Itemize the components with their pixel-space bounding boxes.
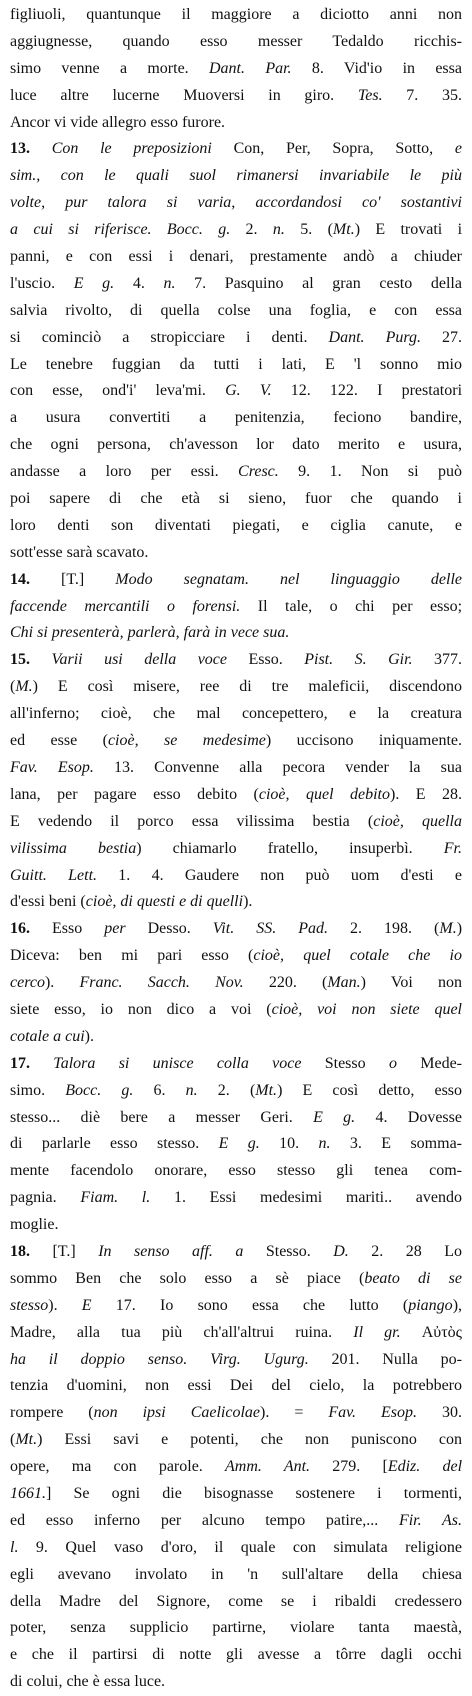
section-number: 14. [10,570,30,588]
text-run: 4. Dovesse [355,1108,462,1126]
italic-text: cotale a cui [10,1027,85,1045]
text-run: salvia rivolto, di quella colse una foglia, e con essa [10,301,462,319]
text-run: [T.] [30,570,116,588]
italic-text: cioè, quel debito [258,785,390,803]
text-run: ), [452,1296,462,1314]
text-run: ( [10,678,16,696]
text-line [10,352,462,379]
text-line [10,1320,462,1347]
text-run: 377. [412,651,462,669]
italic-text: Dant. Purg. [328,328,421,346]
text-line [10,1347,462,1374]
section-number: 16. [10,920,30,938]
text-line [10,1185,462,1212]
italic-text: n. [272,221,285,239]
text-line [10,29,462,56]
text-run: 27. [420,328,462,346]
text-line [10,83,462,110]
section-number: 17. [10,1054,30,1072]
text-line [10,701,462,728]
text-line [10,1024,462,1051]
text-line [10,459,462,486]
italic-text: Guitt. Lett. [10,866,98,884]
italic-text: Tes. [357,86,383,104]
text-run: ed esse ( [10,732,108,750]
text-line [10,1266,462,1293]
text-line [10,620,462,647]
text-line [10,190,462,217]
text-run: tenzia d'uomini, non essi Dei del cielo, la potrebbero [10,1377,462,1395]
text-line [10,136,462,163]
text-run: [T.] [30,1242,99,1260]
text-run: Esso. [227,651,305,669]
italic-text: Amm. Ant. [225,1458,311,1476]
text-run: 1. Essi medesimi mariti.. avendo [150,1189,462,1207]
italic-text: stesso [10,1296,49,1314]
text-run: 12. 122. I prestatori [271,382,462,400]
text-run: poi sapere di che età si sieno, fuor che quando i [10,490,462,508]
text-line [10,1051,462,1078]
text-run: ). = [260,1404,329,1422]
text-run: Diceva: ben mi pari esso ( [10,947,254,965]
text-line [10,1562,462,1589]
text-run: ). [44,974,80,992]
text-line [10,540,462,567]
text-run: panni, e con essi i denari, prestamente andò a chiuder [10,248,462,266]
text-line [10,244,462,271]
italic-text: M. [15,678,33,696]
text-run: 30. [417,1404,462,1422]
italic-text: vilissima bestia [10,839,137,857]
text-run: l'uscio. [10,274,74,292]
italic-text: Man. [327,974,361,992]
text-run: sott'esse sarà scavato. [10,543,149,561]
text-run: moglie. [10,1216,59,1234]
text-run: ). [243,893,253,911]
text-run: opere, ma con parole. [10,1458,226,1476]
italic-text: o [388,1054,397,1072]
text-run: ) [456,920,462,938]
italic-text: faccende mercantili o forensi. [10,597,241,615]
italic-text: E g. [218,1135,260,1153]
text-run: egli avevano involato in 'n sull'altare della chiesa [10,1565,462,1583]
text-run [30,140,52,157]
italic-text: Varii usi della voce [51,651,228,669]
text-line [10,56,462,83]
text-run: Stesso [301,1054,389,1072]
text-line [10,432,462,459]
text-line [10,217,462,244]
text-line [10,567,462,594]
text-run: 4. [114,274,164,292]
text-run: ) Voi non [360,974,462,992]
text-run: 279. [ [310,1458,388,1476]
section-number: 13. [10,140,30,158]
italic-text: cerco [10,974,45,992]
text-run: ( [10,1431,16,1449]
text-run: di parlarle esso stesso. [10,1135,219,1153]
text-run: ) E così misere, ree di tre maleficii, discendono [32,678,462,696]
text-run: 3. E somma- [330,1135,462,1153]
text-line [10,163,462,190]
text-run: ] Se ogni die bisognasse sostenere i tormenti, [46,1484,462,1502]
italic-text: E g. [73,274,115,292]
italic-text: In senso aff. a [98,1242,244,1260]
text-line [10,1508,462,1535]
text-line [10,378,462,405]
text-run: che ogni persona, ch'avesson lor dato merito e usura, [10,436,462,454]
text-line [10,863,462,890]
italic-text: M. [439,920,457,938]
text-run: 2. [230,221,273,239]
text-run: ). E 28. [389,785,462,803]
text-run: d'essi beni ( [10,893,86,911]
italic-text: sim., con le quali suol rimanersi invariabile le più [10,167,462,185]
text-run: 6. [133,1081,186,1099]
text-run: stesso... diè bere a messer Geri. [10,1108,314,1126]
text-line [10,728,462,755]
italic-text: Dant. Par. [209,59,292,77]
text-run: 10. [259,1135,319,1153]
text-line [10,486,462,513]
text-run: ) E trovati i [354,221,462,239]
italic-text: cioè, quella [373,812,462,830]
text-line [10,271,462,298]
text-run [30,1055,53,1072]
text-run: con esse, ond'i' leva'mi. [10,382,226,400]
text-line [10,1642,462,1669]
text-run [30,651,51,668]
text-line [10,1373,462,1400]
text-run: ) chiamarlo fratello, insuperbì. [136,839,444,857]
italic-text: G. V. [225,382,272,400]
text-run: loro denti son diventati piegati, e ciglia canute, e [10,516,462,534]
text-line [10,1105,462,1132]
section-number: 18. [10,1242,30,1260]
text-line [10,1212,462,1239]
italic-text: Chi si presenterà, parlerà, farà in vece sua. [10,624,290,642]
text-line [10,997,462,1024]
text-line [10,513,462,540]
text-line [10,1078,462,1105]
italic-text: Talora si unisce colla voce [53,1054,302,1072]
text-line [10,809,462,836]
text-line [10,2,462,29]
text-line [10,1535,462,1562]
text-run: aggiugnesse, quando esso messer Tedaldo ricchis- [10,32,462,50]
text-run: e che il partirsi di notte gli avesse a tôrre dagli occhi [10,1646,462,1664]
italic-text: Ediz. del [387,1458,462,1476]
text-line [10,1454,462,1481]
text-run: a usura convertiti a penitenzia, feciono bandire, [10,409,462,427]
text-line [10,1239,462,1266]
text-line [10,298,462,325]
text-run: 13. Convenne alla pecora vender la sua [93,758,462,776]
italic-text: Mt. [255,1081,278,1099]
italic-text: beato di se [364,1269,462,1287]
text-run: poter, senza supplicio partirne, violare tanta maestà, [10,1619,462,1637]
italic-text: Cresc. [238,463,279,481]
text-line [10,1293,462,1320]
text-line [10,110,462,137]
italic-text: non ipsi Caelicolae [93,1404,261,1422]
text-run: 9. 1. Non si può [278,463,462,481]
text-run: 1. 4. Gaudere non può uom d'esti e [97,866,462,884]
text-run: figliuoli, quantunque il maggiore a diciotto anni non [10,6,462,23]
italic-text: l. [10,1538,19,1556]
text-line [10,1669,462,1696]
text-line [10,647,462,674]
italic-text: Il gr. [353,1323,401,1341]
text-run: pagnia. [10,1189,81,1207]
text-line [10,1615,462,1642]
text-line [10,405,462,432]
text-run: Mede- [396,1054,462,1072]
text-run: ) uccisono iniquamente. [265,732,462,750]
text-run: rompere ( [10,1404,94,1422]
text-run: ). [48,1296,82,1314]
text-run: ed esso inferno per alcuno tempo patire,... [10,1511,399,1529]
text-run: 8. Vid'io in essa [291,59,462,77]
text-run: Con, Per, Sopra, Sotto, [211,140,455,158]
italic-text: n. [163,274,176,292]
text-line [10,1481,462,1508]
text-run: di colui, che è essa luce. [10,1673,166,1691]
text-run: 2. 198. ( [328,920,440,938]
text-run: ). [84,1027,94,1045]
text-run: 17. Io sono essa che lutto ( [91,1296,409,1314]
text-run: si cominciò a stropicciare i denti. [10,328,329,346]
text-run: sommo Ben che solo esso a sè piace ( [10,1269,365,1287]
text-line [10,889,462,916]
italic-text: Bocc. g. [65,1081,134,1099]
text-run: ) Essi savi e potenti, che non puniscono con [37,1431,462,1449]
text-line [10,1131,462,1158]
text-run: 7. 35. [382,86,462,104]
text-run: Desso. [125,920,213,938]
text-run: 220. ( [243,974,328,992]
italic-text: cioè, voi non siete quel [271,1000,462,1018]
text-run: della Madre del Signore, come se i ribaldi credessero [10,1592,462,1610]
text-run: andasse a loro per essi. [10,463,239,481]
italic-text: Franc. Sacch. Nov. [79,974,244,992]
text-line [10,836,462,863]
italic-text: per [104,920,126,938]
italic-text: e [454,140,462,158]
italic-text: Pist. S. Gir. [304,651,413,669]
text-run: all'inferno; cioè, che mal concepettero, e la creatura [10,705,462,723]
italic-text: Fav. Esop. [10,758,94,776]
text-run: luce altre lucerne Muoversi in giro. [10,86,358,104]
text-line [10,755,462,782]
text-line [10,1589,462,1616]
text-run: 7. Pasquino al gran cesto della [175,274,462,292]
text-run: Madre, alla tua più ch'all'altrui ruina. [10,1323,354,1341]
italic-text: piango [408,1296,453,1314]
text-line [10,1400,462,1427]
text-run: simo. [10,1081,66,1099]
text-line [10,325,462,352]
text-line [10,594,462,621]
section-number: 15. [10,651,30,669]
italic-text: a cui si riferisce. Bocc. g. [10,221,231,239]
text-run: 201. Nulla po- [308,1350,462,1368]
italic-text: Mt. [332,221,355,239]
text-line [10,1427,462,1454]
italic-text: cioè, di questi e di quelli [85,893,244,911]
italic-text: Fir. As. [398,1511,462,1529]
text-run: ) E così detto, esso [277,1081,462,1099]
italic-text: E g. [313,1108,356,1126]
italic-text: volte, pur talora si varia, accordandosi co' sostantivi [10,194,462,212]
text-line [10,782,462,809]
italic-text: D. [333,1242,349,1260]
italic-text: Modo segnatam. nel linguaggio delle [115,570,462,588]
text-run: 5. ( [284,221,333,239]
text-run: simo venne a morte. [10,59,209,77]
text-line [10,916,462,943]
text-run: Αὐτὸς [400,1323,462,1341]
text-run: lana, per pagare esso debito ( [10,785,259,803]
text-run: 9. Quel vaso d'oro, il quale con simulata religione [18,1538,462,1556]
text-run: Esso [30,920,105,938]
italic-text: n. [185,1081,198,1099]
italic-text: ha il doppio senso. Virg. Ugurg. [10,1350,309,1368]
text-run: 2. ( [197,1081,256,1099]
text-run: 2. 28 Lo [348,1242,462,1260]
text-run: Ancor vi vide allegro esso furore. [10,113,226,131]
italic-text: Fr. [443,839,462,857]
text-run: Le tenebre fuggian da tutti i lati, E 'l sonno mio [10,355,462,373]
italic-text: E [81,1296,92,1314]
italic-text: Mt. [15,1431,38,1449]
italic-text: Vit. SS. Pad. [212,920,328,938]
text-line [10,1158,462,1185]
text-run: siete esso, io non dico a voi ( [10,1000,272,1018]
italic-text: cioè, quel cotale che io [253,947,462,965]
italic-text: 1661. [10,1484,46,1502]
text-run: mente facendolo onorare, esso stesso gli tenea com- [10,1162,462,1180]
italic-text: n. [318,1135,331,1153]
italic-text: Fav. Esop. [328,1404,418,1422]
text-line [10,943,462,970]
text-run: Stesso. [243,1242,334,1260]
text-run: E vedendo il porco essa vilissima bestia ( [10,812,374,830]
text-run: Il tale, o chi per esso; [240,597,462,615]
italic-text: Fiam. l. [80,1189,151,1207]
text-line [10,674,462,701]
italic-text: cioè, se medesime [107,732,266,750]
text-line [10,970,462,997]
italic-text: Con le preposizioni [51,140,212,158]
